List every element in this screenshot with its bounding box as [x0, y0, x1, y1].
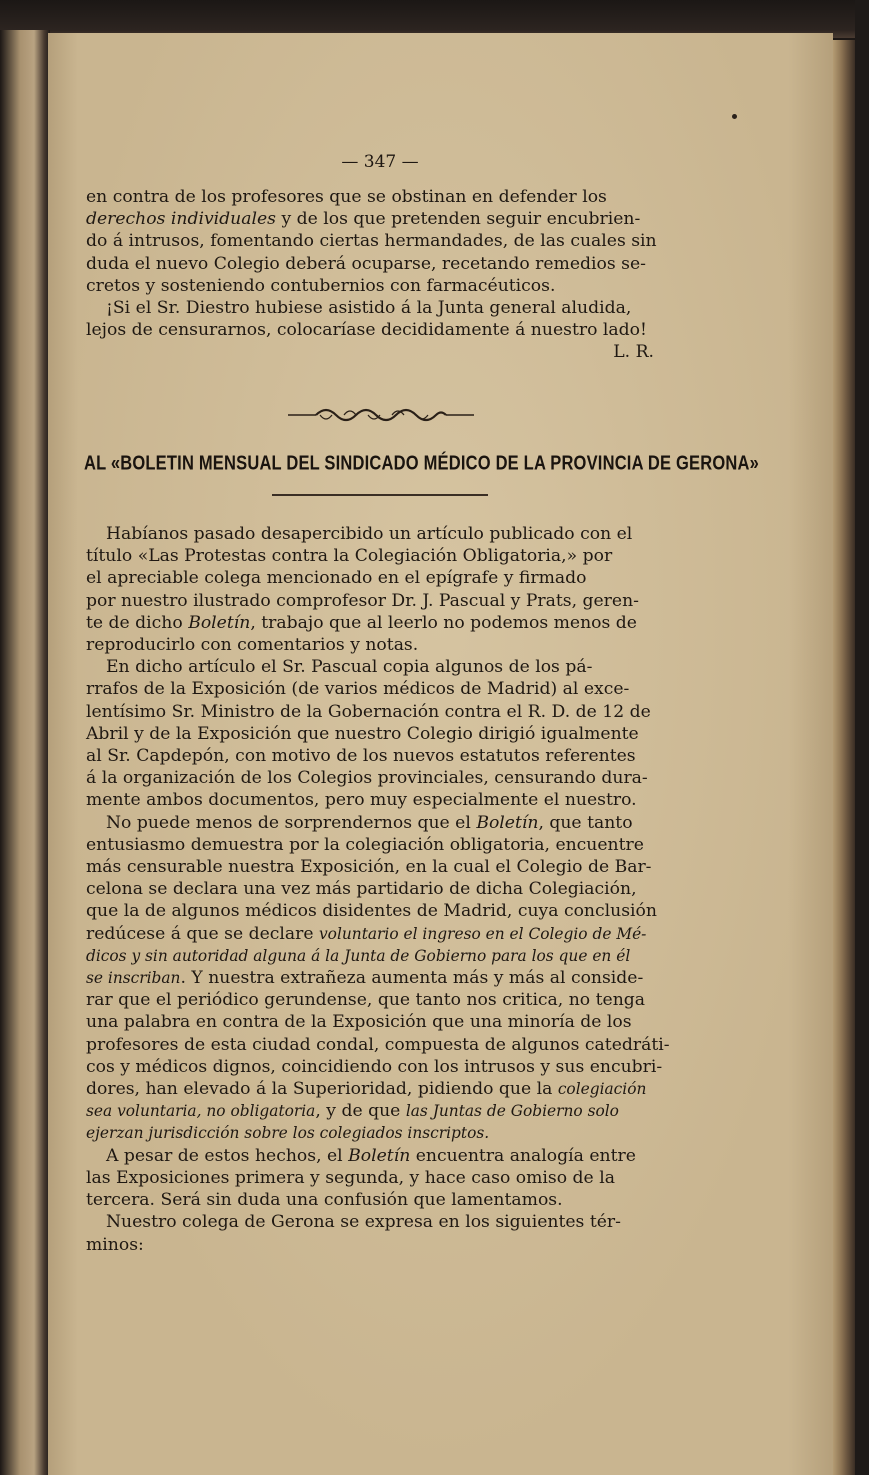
italic-phrase: Boletín: [476, 812, 539, 833]
text-line: [86, 1145, 682, 1167]
text-line: á la organización de los Colegios provinciales, censurando dura-: [86, 768, 648, 789]
text-line: tercera. Será sin duda una confusión que lamentamos.: [86, 1190, 563, 1211]
text-line: más censurable nuestra Exposición, en la cual el Colegio de Bar-: [86, 857, 652, 878]
text-line: Habíanos pasado desapercibido un artículo publicado con el: [106, 524, 633, 544]
text-line: cos y médicos dignos, coincidiendo con los intrusos y sus encubri-: [86, 1056, 663, 1077]
text-line: una palabra en contra de la Exposición que una minoría de los: [86, 1012, 632, 1033]
text-line: en contra de los profesores que se obstinan en defender los: [86, 187, 607, 207]
text-line: el apreciable colega mencionado en el epígrafe y firmado: [86, 568, 587, 589]
text-line: Abril y de la Exposición que nuestro Colegio dirigió igualmente: [86, 723, 639, 744]
text-line: minos:: [86, 1234, 144, 1255]
text-line: las Exposiciones primera y segunda, y hace caso omiso de la: [86, 1167, 615, 1188]
text-span: . Y nuestra extrañeza aumenta más y más al conside-: [180, 968, 644, 989]
text-line: [86, 967, 682, 989]
article-body: [86, 523, 682, 1256]
text-line: duda el nuevo Colegio deberá ocuparse, recetando remedios se-: [86, 253, 646, 274]
text-span: redúcese á que se declare: [86, 923, 319, 944]
text-line: [86, 923, 682, 945]
italic-phrase: colegiación: [557, 1080, 647, 1099]
text-span: dores, han elevado á la Superioridad, pidiendo que la: [86, 1079, 558, 1100]
text-span: No puede menos de sorprendernos que el: [106, 812, 477, 833]
text-line: que la de algunos médicos disidentes de Madrid, cuya conclusión: [86, 901, 657, 922]
italic-phrase: se inscriban: [86, 969, 181, 988]
text-line: [86, 612, 682, 634]
text-line: do á intrusos, fomentando ciertas hermandades, de las cuales sin: [86, 231, 657, 252]
scan-right-border: [855, 0, 869, 1475]
top-paragraph: [86, 186, 682, 364]
text-line: mente ambos documentos, pero muy especialmente el nuestro.: [86, 790, 637, 811]
text-line: por nuestro ilustrado comprofesor Dr. J. Pascual y Prats, geren-: [86, 590, 639, 611]
italic-phrase: voluntario el ingreso en el Colegio de Mé-: [318, 924, 647, 943]
book-left-edge: [0, 30, 50, 1475]
text-line: En dicho artículo el Sr. Pascual copia algunos de los pá-: [106, 657, 593, 678]
text-span: A pesar de estos hechos, el: [106, 1145, 349, 1166]
text-line: al Sr. Capdepón, con motivo de los nuevos estatutos referentes: [86, 746, 636, 767]
text-line: profesores de esta ciudad condal, compuesta de algunos catedráti-: [86, 1034, 670, 1055]
text-line: lejos de censurarnos, colocaríase decididamente á nuestro lado!: [86, 320, 647, 341]
text-line: [86, 1078, 682, 1100]
text-span: encuentra analogía entre: [410, 1145, 636, 1166]
text-line: título «Las Protestas contra la Colegiación Obligatoria,» por: [86, 546, 613, 567]
text-line: ejerzan jurisdicción sobre los colegiados inscriptos.: [86, 1124, 490, 1143]
text-line: lentísimo Sr. Ministro de la Gobernación contra el R. D. de 12 de: [86, 701, 651, 722]
text-line: [86, 812, 682, 834]
text-line: rrafos de la Exposición (de varios médicos de Madrid) al exce-: [86, 679, 630, 700]
text-line: dicos y sin autoridad alguna á la Junta de Gobierno para los que en él: [86, 946, 631, 965]
text-line: [86, 1100, 682, 1122]
text-span: y de los que pretenden seguir encubrien-: [275, 209, 641, 230]
text-span: , trabajo que al leerlo no podemos menos de: [250, 612, 637, 633]
text-span: te de dicho: [86, 612, 189, 633]
italic-phrase: Boletín: [188, 612, 251, 633]
text-span: , que tanto: [538, 812, 633, 833]
italic-phrase: sea voluntaria, no obligatoria: [86, 1102, 316, 1121]
section-heading: AL «BOLETIN MENSUAL DEL SINDICADO MÉDICO DE LA PROVINCIA DE GERONA»: [84, 452, 759, 475]
ink-speck: [732, 114, 737, 119]
text-line: rar que el periódico gerundense, que tanto nos critica, no tenga: [86, 990, 646, 1011]
page-number: — 347 —: [341, 152, 419, 172]
text-line: celona se declara una vez más partidario de dicha Colegiación,: [86, 879, 637, 900]
signature: L. R.: [613, 342, 654, 363]
text-span: , y de que: [315, 1101, 406, 1122]
text-line: cretos y sosteniendo contubernios con farmacéuticos.: [86, 275, 556, 296]
book-right-edge: [833, 40, 855, 1475]
text-line: entusiasmo demuestra por la colegiación obligatoria, encuentre: [86, 834, 644, 855]
text-line: [86, 208, 682, 230]
text-line: ¡Si el Sr. Diestro hubiese asistido á la Junta general aludida,: [106, 298, 632, 319]
text-line: reproducirlo con comentarios y notas.: [86, 635, 419, 656]
italic-phrase: las Juntas de Gobierno solo: [405, 1102, 619, 1121]
italic-phrase: derechos individuales: [86, 209, 276, 230]
text-line: Nuestro colega de Gerona se expresa en los siguientes tér-: [106, 1212, 621, 1233]
heading-underline: [272, 494, 488, 496]
ornament-divider: [286, 400, 476, 428]
italic-phrase: Boletín: [348, 1145, 411, 1166]
